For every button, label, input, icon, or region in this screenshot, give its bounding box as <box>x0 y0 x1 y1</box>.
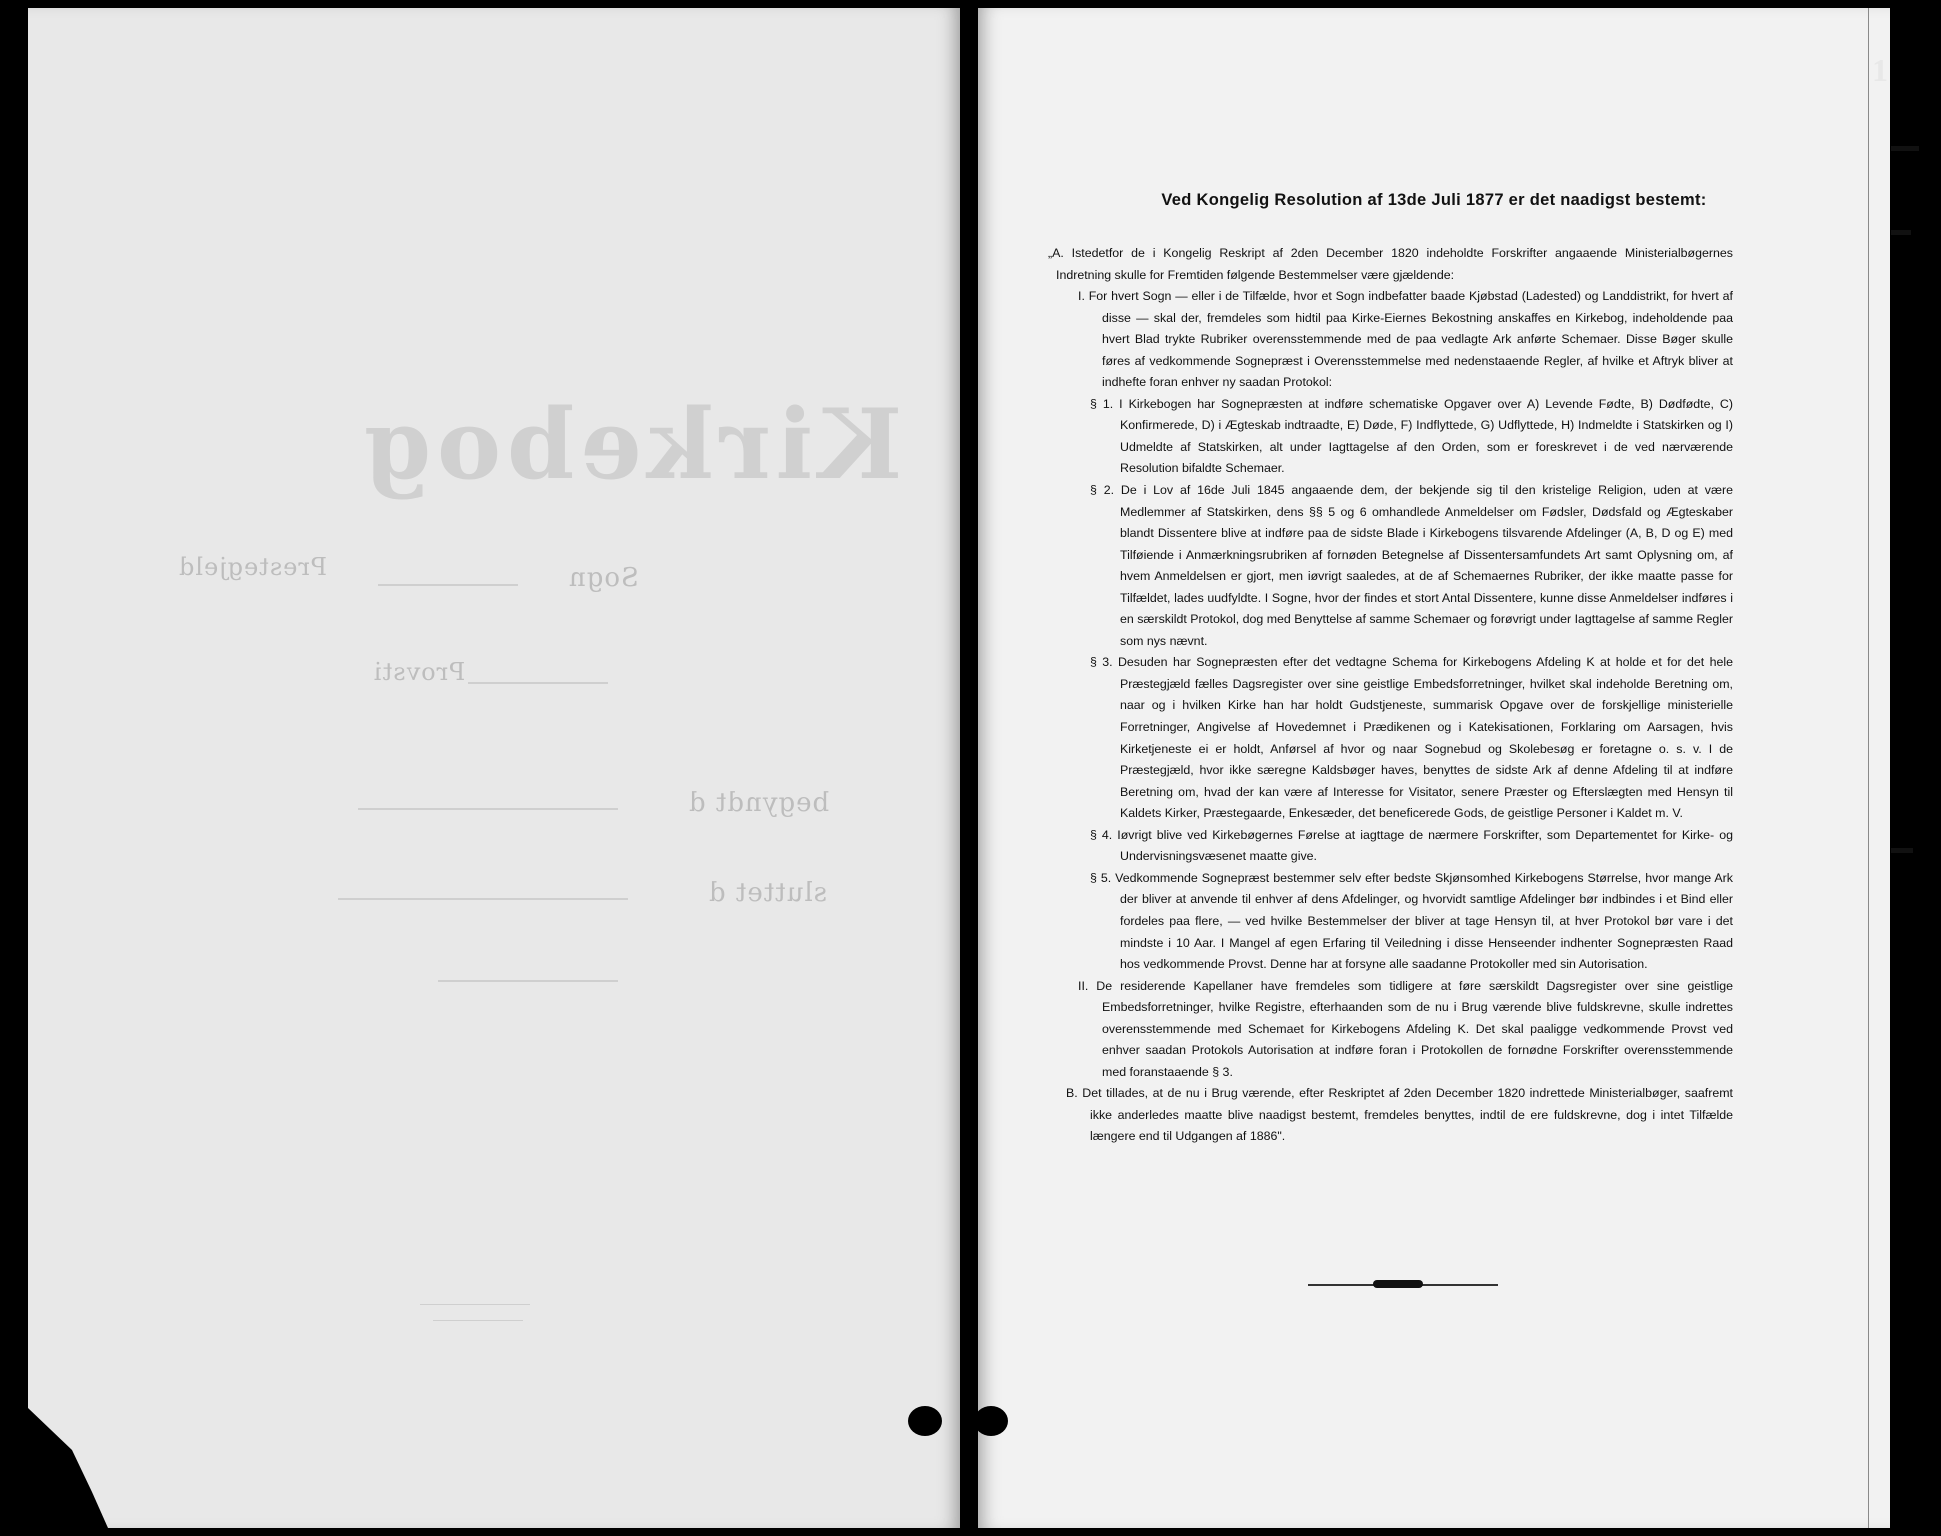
paragraph-a: „A. Istedetfor de i Kongelig Reskript af 2den December 1820 indeholdte Forskrifter angaaende Ministerialbøgernes Indretning skulle for Fremtiden følgende Bestemmelser være gjældende: <box>1048 246 1733 282</box>
document-body <box>1048 243 1733 1148</box>
paragraph-i: I. For hvert Sogn — eller i de Tilfælde, hvor et Sogn indbefatter baade Kjøbstad (Ladested) og Landdistrikt, for hvert af disse — skal der, fremdeles som hidtil paa Kirke-Eiernes Bekostning anskaffes en Kirkebog, indeholdende paa hvert Blad trykte Rubriker overensstemmende med de paa vedlagte Ark anførte Schemaer. Disse Bøger skulle føres af vedkommende Sognepræst i Overensstemmelse med nedenstaaende Regler, af hvilke et Aftryk bliver at indhefte foran enhver ny saadan Protokol: <box>1078 289 1733 390</box>
paragraph-section-2: § 2. De i Lov af 16de Juli 1845 angaaende dem, der bekjende sig til den kristelige Religion, uden at være Medlemmer af Statskirken, dens §§ 5 og 6 omhandlede Anmeldelser om Fødsler, Dødsfald og Ægteskaber blandt Dissentere blive at indføre paa de sidste Blade i Kirkebogens tilsvarende Afdelinger (A, B, D og E) med Tilføiende i Anmærkningsrubriken af fornøden Betegnelse af Dissentersamfundets Art samt Oplysning om, af hvem Anmeldelsen er gjort, men iøvrigt saaledes, at de af Schemaernes Rubriker, der ikke maatte passe for Tilfældet, lades uudfyldte. I Sogne, hvor der findes et stort Antal Dissentere, kunne disse Anmeldelser indføres i en særskildt Protokol, dog med Benyttelse af samme Schemaer og forøvrigt under Iagttagelse af samme Regler som nys nævnt. <box>1090 483 1733 648</box>
edge-tab-mark <box>1891 230 1911 235</box>
show-through-rule <box>468 682 608 684</box>
page-edge-rule <box>1868 8 1869 1528</box>
show-through-imprint <box>420 1304 530 1305</box>
binding-hole <box>908 1406 942 1436</box>
show-through-rule <box>338 898 628 900</box>
left-page <box>28 8 960 1528</box>
paragraph-ii: II. De residerende Kapellaner have fremdeles som tidligere at føre særskildt Dagsregister over sine geistlige Embedsforretninger, hvilke Registre, efterhaanden som de nu i Brug værende blive fuldskrevne, skulle indrettes overensstemmende med Schemaet for Kirkebogens Afdeling K. Det skal paaligge vedkommende Provst ved enhver saadan Protokols Autorisation at indføre foran i Protokollen de fornødne Forskrifter overensstemmende med foranstaaende § 3. <box>1078 978 1733 1079</box>
paragraph-section-3: § 3. Desuden har Sognepræsten efter det vedtagne Schema for Kirkebogens Afdeling K at holde et for det hele Præstegjæld fælles Dagsregister over sine geistlige Embedsforretninger, hvilket skal indeholde Beretning om, naar og i hvilken Kirke han har holdt Gudstjeneste, summarisk Opgave over de forskjellige ministerielle Forretninger, Angivelse af Hovedemnet i Prædikenen og i Katekisationen, Forklaring om Aarsagen, hvis Kirketjeneste ei er holdt, Anførsel af hvor og naar Sognebud og Skolebesøg er foretagne o. s. v. I de Præstegjæld, hvor ikke særegne Kaldsbøger haves, benyttes de sidste Ark af denne Afdeling til at indføre Beretning om, hvad der kan være af Interesse for Visitator, senere Præster og Efterslægten med Hensyn til Kaldets Kirker, Præstegaarde, Enkesæder, det beneficerede Gods, de geistlige Personer i Kaldet m. V. <box>1090 655 1733 821</box>
paragraph-section-4: § 4. Iøvrigt blive ved Kirkebøgernes Førelse at iagttage de nærmere Forskrifter, som Departementet for Kirke- og Undervisningsvæsenet maatte give. <box>1090 827 1733 864</box>
show-through-title: Kirkebog <box>358 388 903 501</box>
page-number: 1 <box>1872 52 1888 88</box>
page-corner-damage <box>28 1408 108 1528</box>
paragraph-b: B. Det tillades, at de nu i Brug værende, efter Reskriptet af 2den December 1820 indrettede Ministerialbøger, saafremt ikke anderledes maatte blive naadigst bestemt, fremdeles benyttes, indtil de ere fuldskrevne, dog i intet Tilfælde længere end til Udgangen af 1886". <box>1066 1086 1733 1144</box>
show-through-begyndt: begyndt d <box>688 788 830 818</box>
show-through-imprint <box>433 1320 523 1321</box>
paragraph-section-1: § 1. I Kirkebogen har Sognepræsten at indføre schematiske Opgaver over A) Levende Fødte, B) Dødfødte, C) Konfirmerede, D) i Ægteskab indtraadte, E) Døde, F) Indflyttede, G) Udflyttede, H) Indmeldte i Statskirken og I) Udmeldte af Statskirken, alt under Iagttagelse af den Orden, som er foreskrevet i de ved nærværende Resolution bifaldte Schemaer. <box>1090 396 1733 476</box>
show-through-rule <box>378 584 518 586</box>
show-through-prestegjeld: Prestegjeld <box>178 553 328 581</box>
right-page <box>978 8 1890 1528</box>
document-heading: Ved Kongelig Resolution af 13de Juli 1877 er det naadigst bestemt: <box>1161 191 1707 209</box>
closing-ornament <box>1373 1280 1423 1288</box>
paragraph-section-5: § 5. Vedkommende Sognepræst bestemmer selv efter bedste Skjønsomhed Kirkebogens Størrelse, hvor mange Ark der bliver at anvende til enhver af dens Afdelinger, og hvorvidt samtlige Afdelinger bør indbindes i et Bind eller fordeles paa flere, — ved hvilke Bestemmelser der bliver at tage Hensyn til, at hver Protokol bør vare i det mindste i 10 Aar. I Mangel af egen Erfaring til Veiledning i disse Henseender indhenter Sognepræsten Raad hos vedkommende Provst. Denne har at forsyne alle saadanne Protokoller med sin Autorisation. <box>1090 870 1733 972</box>
binding-hole <box>974 1406 1008 1436</box>
edge-tab-mark <box>1891 848 1913 853</box>
show-through-sluttet: sluttet d <box>708 878 828 908</box>
edge-tab-mark <box>1891 146 1919 151</box>
show-through-signature-line <box>438 980 618 982</box>
show-through-rule <box>358 808 618 810</box>
show-through-prosti: Provsti <box>373 658 466 686</box>
show-through-sogn: Sogn <box>568 563 639 593</box>
